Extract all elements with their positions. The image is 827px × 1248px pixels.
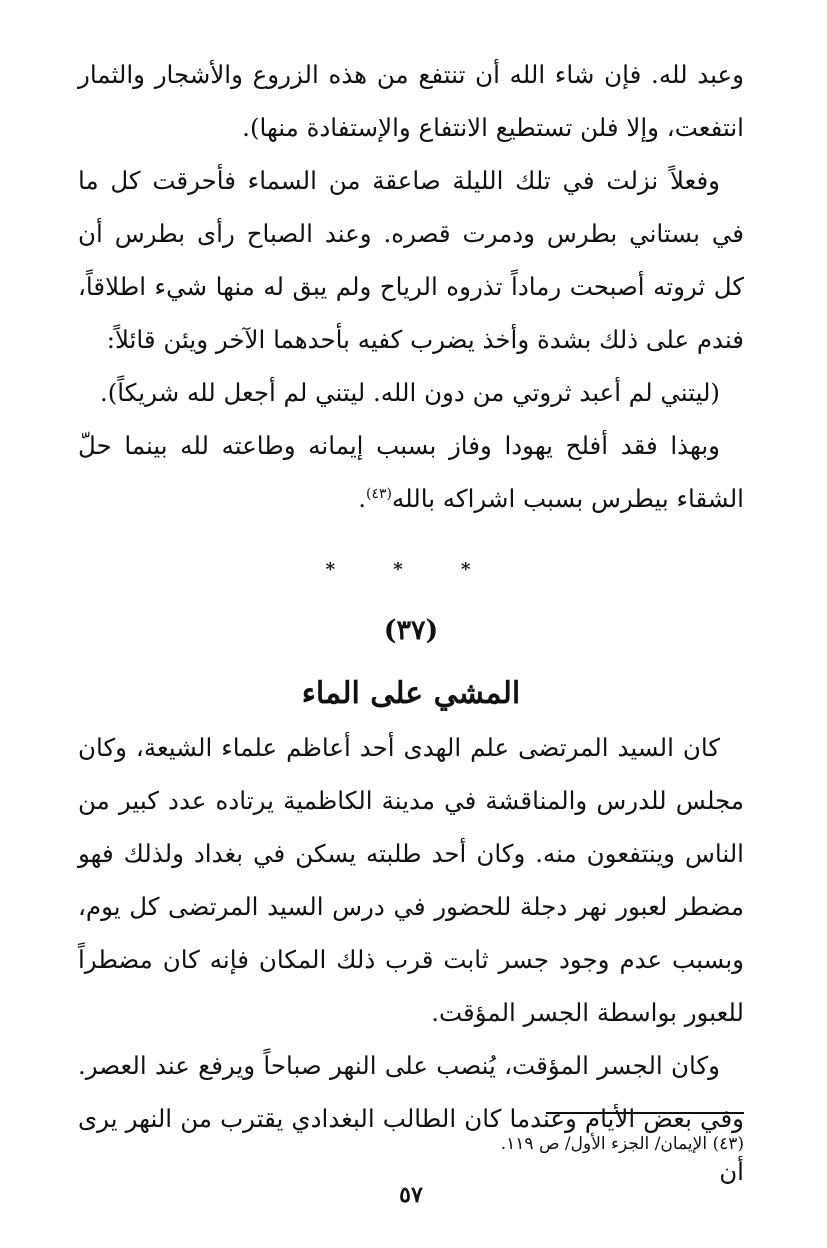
paragraph-quote: (ليتني لم أعبد ثروتي من دون الله. ليتني لم أجعل لله شريكاً). (99, 378, 720, 407)
chapter-title: المشي على الماء (301, 676, 521, 711)
paragraph-conclusion-end: . (358, 484, 367, 513)
footnote-divider (546, 1112, 744, 1114)
paragraph-conclusion-text: وبهذا فقد أفلح يهودا وفاز بسبب إيمانه وطاعته لله بينما حلّ الشقاء بيطرس بسبب اشراكه بالله (78, 431, 744, 513)
paragraph-bridge: وكان الجسر المؤقت، يُنصب على النهر صباحاً ويرفع عند العصر. وفي بعض الأيام وعندما كان الطالب البغدادي يقترب من النهر يرى أن (78, 1051, 744, 1186)
paragraph-conclusion (78, 419, 744, 525)
paragraph-lightning: وفعلاً نزلت في تلك الليلة صاعقة من السماء فأحرقت كل ما في بستاني بطرس ودمرت قصره. وعند الصباح رأى بطرس أن كل ثروته أصبحت رماداً تذروه الرياح ولم يبق له منها شيء اطلاقاً، فندم على ذلك بشدة وأخذ يضرب كفيه بأحدهما الآخر ويئن قائلاً: (78, 166, 744, 354)
footnote: (٤٣) الإيمان/ الجزء الأول/ ص ١١٩. (500, 1134, 744, 1154)
section-separator: * * * (325, 559, 497, 580)
paragraph-sayyid-murtada: كان السيد المرتضى علم الهدى أحد أعاظم علماء الشيعة، وكان مجلس للدرس والمناقشة في مدينة الكاظمية يرتاده عدد كبير من الناس وينتفعون منه. وكان أحد طلبته يسكن في بغداد ولذلك فهو مضطر لعبور نهر دجلة للحضور في درس السيد المرتضى كل يوم، وبسبب عدم وجود جسر ثابت قرب ذلك المكان فإنه كان مضطراً للعبور بواسطة الجسر المؤقت. (78, 733, 744, 1027)
chapter-number: (٣٧) (383, 615, 439, 646)
page-content (78, 48, 744, 1228)
page-number: ٥٧ (399, 1182, 423, 1208)
footnote-reference: (٤٣) (366, 485, 393, 502)
paragraph-continuation: وعبد لله. فإن شاء الله أن تنتفع من هذه الزروع والأشجار والثمار انتفعت، وإلا فلن تستطيع الانتفاع والإستفادة منها). (78, 60, 744, 142)
